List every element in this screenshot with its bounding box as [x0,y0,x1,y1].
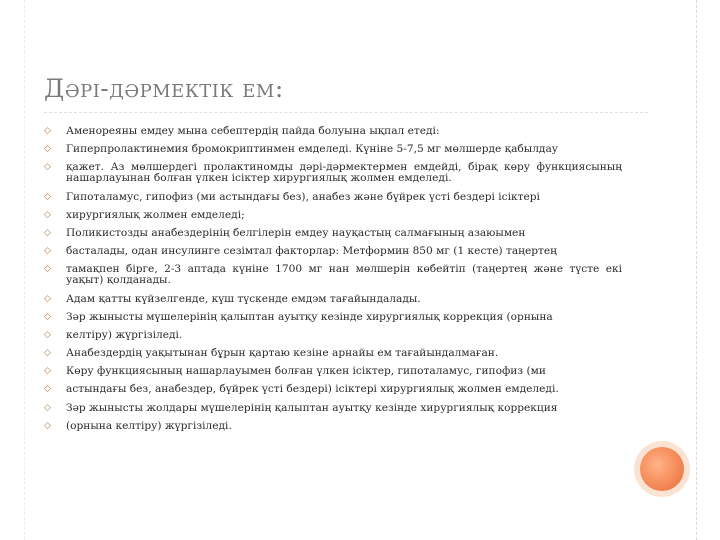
diamond-outline-icon: ◇ [44,366,51,377]
diamond-outline-icon: ◇ [44,420,51,431]
list-item [44,330,622,341]
list-item-text: хирургиялық жолмен емделеді; [66,208,245,221]
diamond-outline-icon: ◇ [44,144,51,155]
list-item-text: Адам қатты күйзелгенде, күш түскенде емдэм тағайындалады. [66,292,421,305]
list-item [44,403,622,414]
list-item-text: астындағы без, анабездер, бүйрек үсті бездері) ісіктері хирургиялық жолмен емделеді. [66,383,559,396]
list-item [44,312,622,323]
list-item-text: басталады, одан инсулинге сезімтал факторлар: Метформин 850 мг (1 кесте) таңертең [66,245,557,258]
list-item [44,126,622,137]
list-item [44,264,622,286]
list-item [44,421,622,432]
list-item-text: Көру функциясының нашарлауымен болған үлкен ісіктер, гипоталамус, гипофиз (ми [66,365,546,378]
diamond-outline-icon: ◇ [44,209,51,220]
list-item [44,348,622,359]
orange-circle-decoration [640,447,684,491]
diamond-outline-icon: ◇ [44,384,51,395]
list-item [44,210,622,221]
diamond-outline-icon: ◇ [44,402,51,413]
slide-left-guide [24,0,25,540]
diamond-outline-icon: ◇ [44,227,51,238]
diamond-outline-icon: ◇ [44,348,51,359]
list-item-text: Гиперпролактинемия бромокриптинмен емделеді. Күніне 5-7,5 мг мөлшерде қабылдау [66,143,558,156]
list-item-text: Гипоталамус, гипофиз (ми астындағы без), анабез және бүйрек үсті бездері ісіктері [66,190,540,203]
diamond-outline-icon: ◇ [44,329,51,340]
diamond-outline-icon: ◇ [44,246,51,257]
list-item-text: Аменореяны емдеу мына себептердің пайда болуына ықпал етеді: [66,125,440,137]
list-item [44,246,622,257]
list-item-text: қажет. Аз мөлшердегі пролактиномды дәрі-дәрмектермен емдейді, бірақ көру функциясының нашарлауынан болған үлкен ісіктер хирургиялық жолмен емделеді. [66,161,622,185]
list-item [44,192,622,203]
diamond-outline-icon: ◇ [44,126,51,136]
list-item [44,162,622,184]
list-item-text: Зәр жыныcты мүшелерінің қалыптан ауытқу кезінде хирургиялық коррекция (орнына [66,310,553,323]
slide-title: Дәрі-дәрмектік ем: [44,74,284,103]
list-item [44,144,622,155]
title-divider [44,112,648,113]
slide-right-guide [696,0,697,540]
list-item [44,294,622,305]
diamond-outline-icon: ◇ [44,264,51,275]
list-item-text: Зәр жыныcты жолдары мүшелерінің қалыптан ауытқу кезінде хирургиялық коррекция [66,401,558,414]
list-item-text: Поликистозды анабездерінің белгілерін емдеу науқастың салмағының азаюымен [66,226,526,239]
list-item [44,384,622,395]
diamond-outline-icon: ◇ [44,311,51,322]
diamond-outline-icon: ◇ [44,162,51,173]
bullet-list [44,126,622,439]
list-item-text: Анабездердің уақытынан бұрын қартаю кезіне арнайы ем тағайындалмаған. [66,347,499,360]
list-item [44,366,622,377]
list-item [44,228,622,239]
list-item-text: тамақпен бірге, 2-3 аптада күніне 1700 мг нан мөлшерін көбейтіп (таңертең және түсте екі уақыт) қолданады. [66,263,622,287]
list-item-text: келтіру) жүргізіледі. [66,328,183,341]
list-item-text: (орнына келтіру) жүргізіледі. [66,419,232,432]
diamond-outline-icon: ◇ [44,191,51,202]
diamond-outline-icon: ◇ [44,293,51,304]
